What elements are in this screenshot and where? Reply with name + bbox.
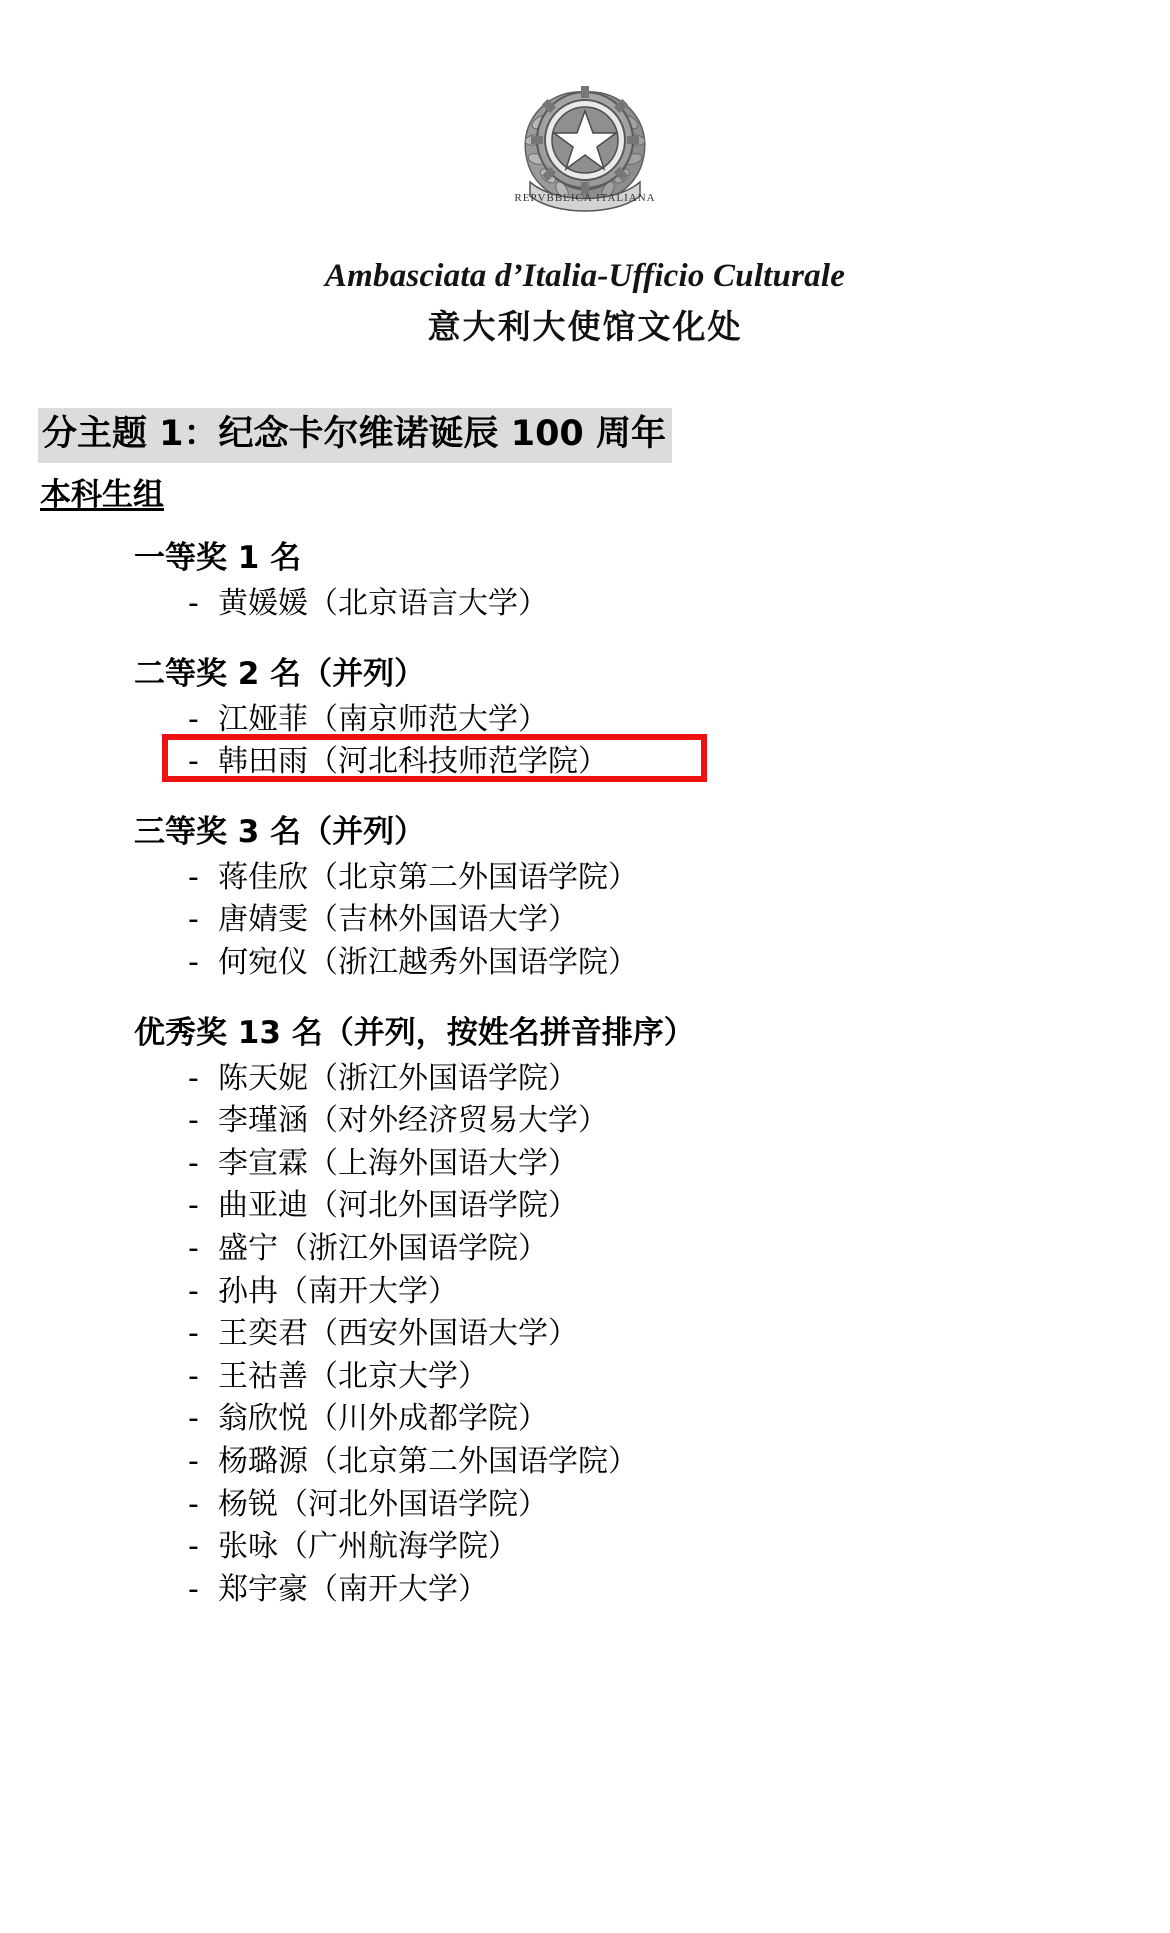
winner-name-and-school: 韩田雨（河北科技师范学院） [218,744,608,780]
bullet-dash-icon: - [188,1571,199,1607]
award-block [40,652,1130,784]
winner-entry [188,1484,1130,1527]
winner-row [40,1441,1130,1484]
winner-name-and-school: 陈天妮（浙江外国语学院） [218,1060,578,1096]
winner-row [40,1143,1130,1186]
bullet-dash-icon: - [188,1316,199,1352]
winner-name-and-school: 黄媛媛（北京语言大学） [218,586,548,622]
winner-row [40,1185,1130,1228]
winner-entry [188,1356,1130,1399]
bullet-dash-icon: - [188,1443,199,1479]
winner-row [40,1484,1130,1527]
winner-list [40,1058,1130,1612]
winner-row [40,1356,1130,1399]
bullet-dash-icon: - [188,1230,199,1266]
award-heading: 优秀奖 13 名（并列，按姓名拼音排序） [134,1014,695,1051]
winner-entry [188,1313,1130,1356]
bullet-dash-icon: - [188,1103,199,1139]
winner-row [40,1058,1130,1101]
winner-row [40,583,1130,626]
winner-name-and-school: 何宛仪（浙江越秀外国语学院） [218,945,638,981]
winner-name-and-school: 杨璐源（北京第二外国语学院） [218,1443,638,1479]
bullet-dash-icon: - [188,1145,199,1181]
winner-list [40,699,1130,784]
winner-entry [188,942,1130,985]
winner-entry [188,1143,1130,1186]
italian-republic-emblem-icon [500,62,670,230]
award-heading: 三等奖 3 名（并列） [134,813,426,850]
award-heading: 一等奖 1 名 [134,540,302,577]
bullet-dash-icon: - [188,701,199,737]
winner-name-and-school: 翁欣悦（川外成都学院） [218,1401,548,1437]
award-block [40,536,1130,626]
bullet-dash-icon: - [188,1188,199,1224]
winner-row [40,1526,1130,1569]
bullet-dash-icon: - [188,1358,199,1394]
section-title-wrap [40,348,1130,463]
bullet-dash-icon: - [188,586,199,622]
svg-text:REPVBBLICA ITALIANA: REPVBBLICA ITALIANA [514,192,656,204]
group-title: 本科生组 [40,477,164,514]
award-block [40,810,1130,985]
bullet-dash-icon: - [188,1273,199,1309]
winner-row [40,699,1130,742]
winner-entry [188,1526,1130,1569]
winner-name-and-school: 盛宁（浙江外国语学院） [218,1230,548,1266]
winner-row [40,741,1130,784]
winner-entry [188,583,1130,626]
winner-row [40,899,1130,942]
winner-entry [188,1441,1130,1484]
section-title: 分主题 1：纪念卡尔维诺诞辰 100 周年 [38,408,672,463]
winner-entry [188,1100,1130,1143]
winner-name-and-school: 郑宇豪（南开大学） [218,1571,488,1607]
winner-row [40,1569,1130,1612]
winner-name-and-school: 蒋佳欣（北京第二外国语学院） [218,859,638,895]
bullet-dash-icon: - [188,859,199,895]
winner-row [40,1313,1130,1356]
winner-row [40,942,1130,985]
bullet-dash-icon: - [188,1060,199,1096]
winner-row [40,1228,1130,1271]
winner-entry [188,741,1130,784]
award-heading: 二等奖 2 名（并列） [134,655,426,692]
winner-entry [188,1271,1130,1314]
winner-list [40,583,1130,626]
winner-name-and-school: 王奕君（西安外国语大学） [218,1316,578,1352]
winner-row [40,1100,1130,1143]
winner-row [40,857,1130,900]
bullet-dash-icon: - [188,1486,199,1522]
winner-name-and-school: 王祜善（北京大学） [218,1358,488,1394]
bullet-dash-icon: - [188,902,199,938]
winner-entry [188,1185,1130,1228]
winner-entry [188,857,1130,900]
winner-row [40,1398,1130,1441]
winner-name-and-school: 孙冉（南开大学） [218,1273,458,1309]
winner-name-and-school: 李宣霖（上海外国语大学） [218,1145,578,1181]
embassy-chinese-title: 意大利大使馆文化处 [427,307,743,346]
winner-name-and-school: 张咏（广州航海学院） [218,1529,518,1565]
emblem-container [40,0,1130,230]
winner-entry [188,899,1130,942]
winner-name-and-school: 杨锐（河北外国语学院） [218,1486,548,1522]
winner-entry [188,699,1130,742]
winner-name-and-school: 曲亚迪（河北外国语学院） [218,1188,578,1224]
winner-name-and-school: 江娅菲（南京师范大学） [218,701,548,737]
bullet-dash-icon: - [188,1401,199,1437]
embassy-italian-title: Ambasciata d’Italia-Ufficio Culturale [324,258,846,294]
winner-entry [188,1228,1130,1271]
winner-entry [188,1058,1130,1101]
winner-entry [188,1569,1130,1612]
award-block [40,1011,1130,1612]
bullet-dash-icon: - [188,1529,199,1565]
bullet-dash-icon: - [188,945,199,981]
winner-name-and-school: 唐婧雯（吉林外国语大学） [218,902,578,938]
awards-container [40,536,1130,1611]
winner-row [40,1271,1130,1314]
bullet-dash-icon: - [188,744,199,780]
winner-entry [188,1398,1130,1441]
winner-list [40,857,1130,985]
winner-name-and-school: 李瑾涵（对外经济贸易大学） [218,1103,608,1139]
